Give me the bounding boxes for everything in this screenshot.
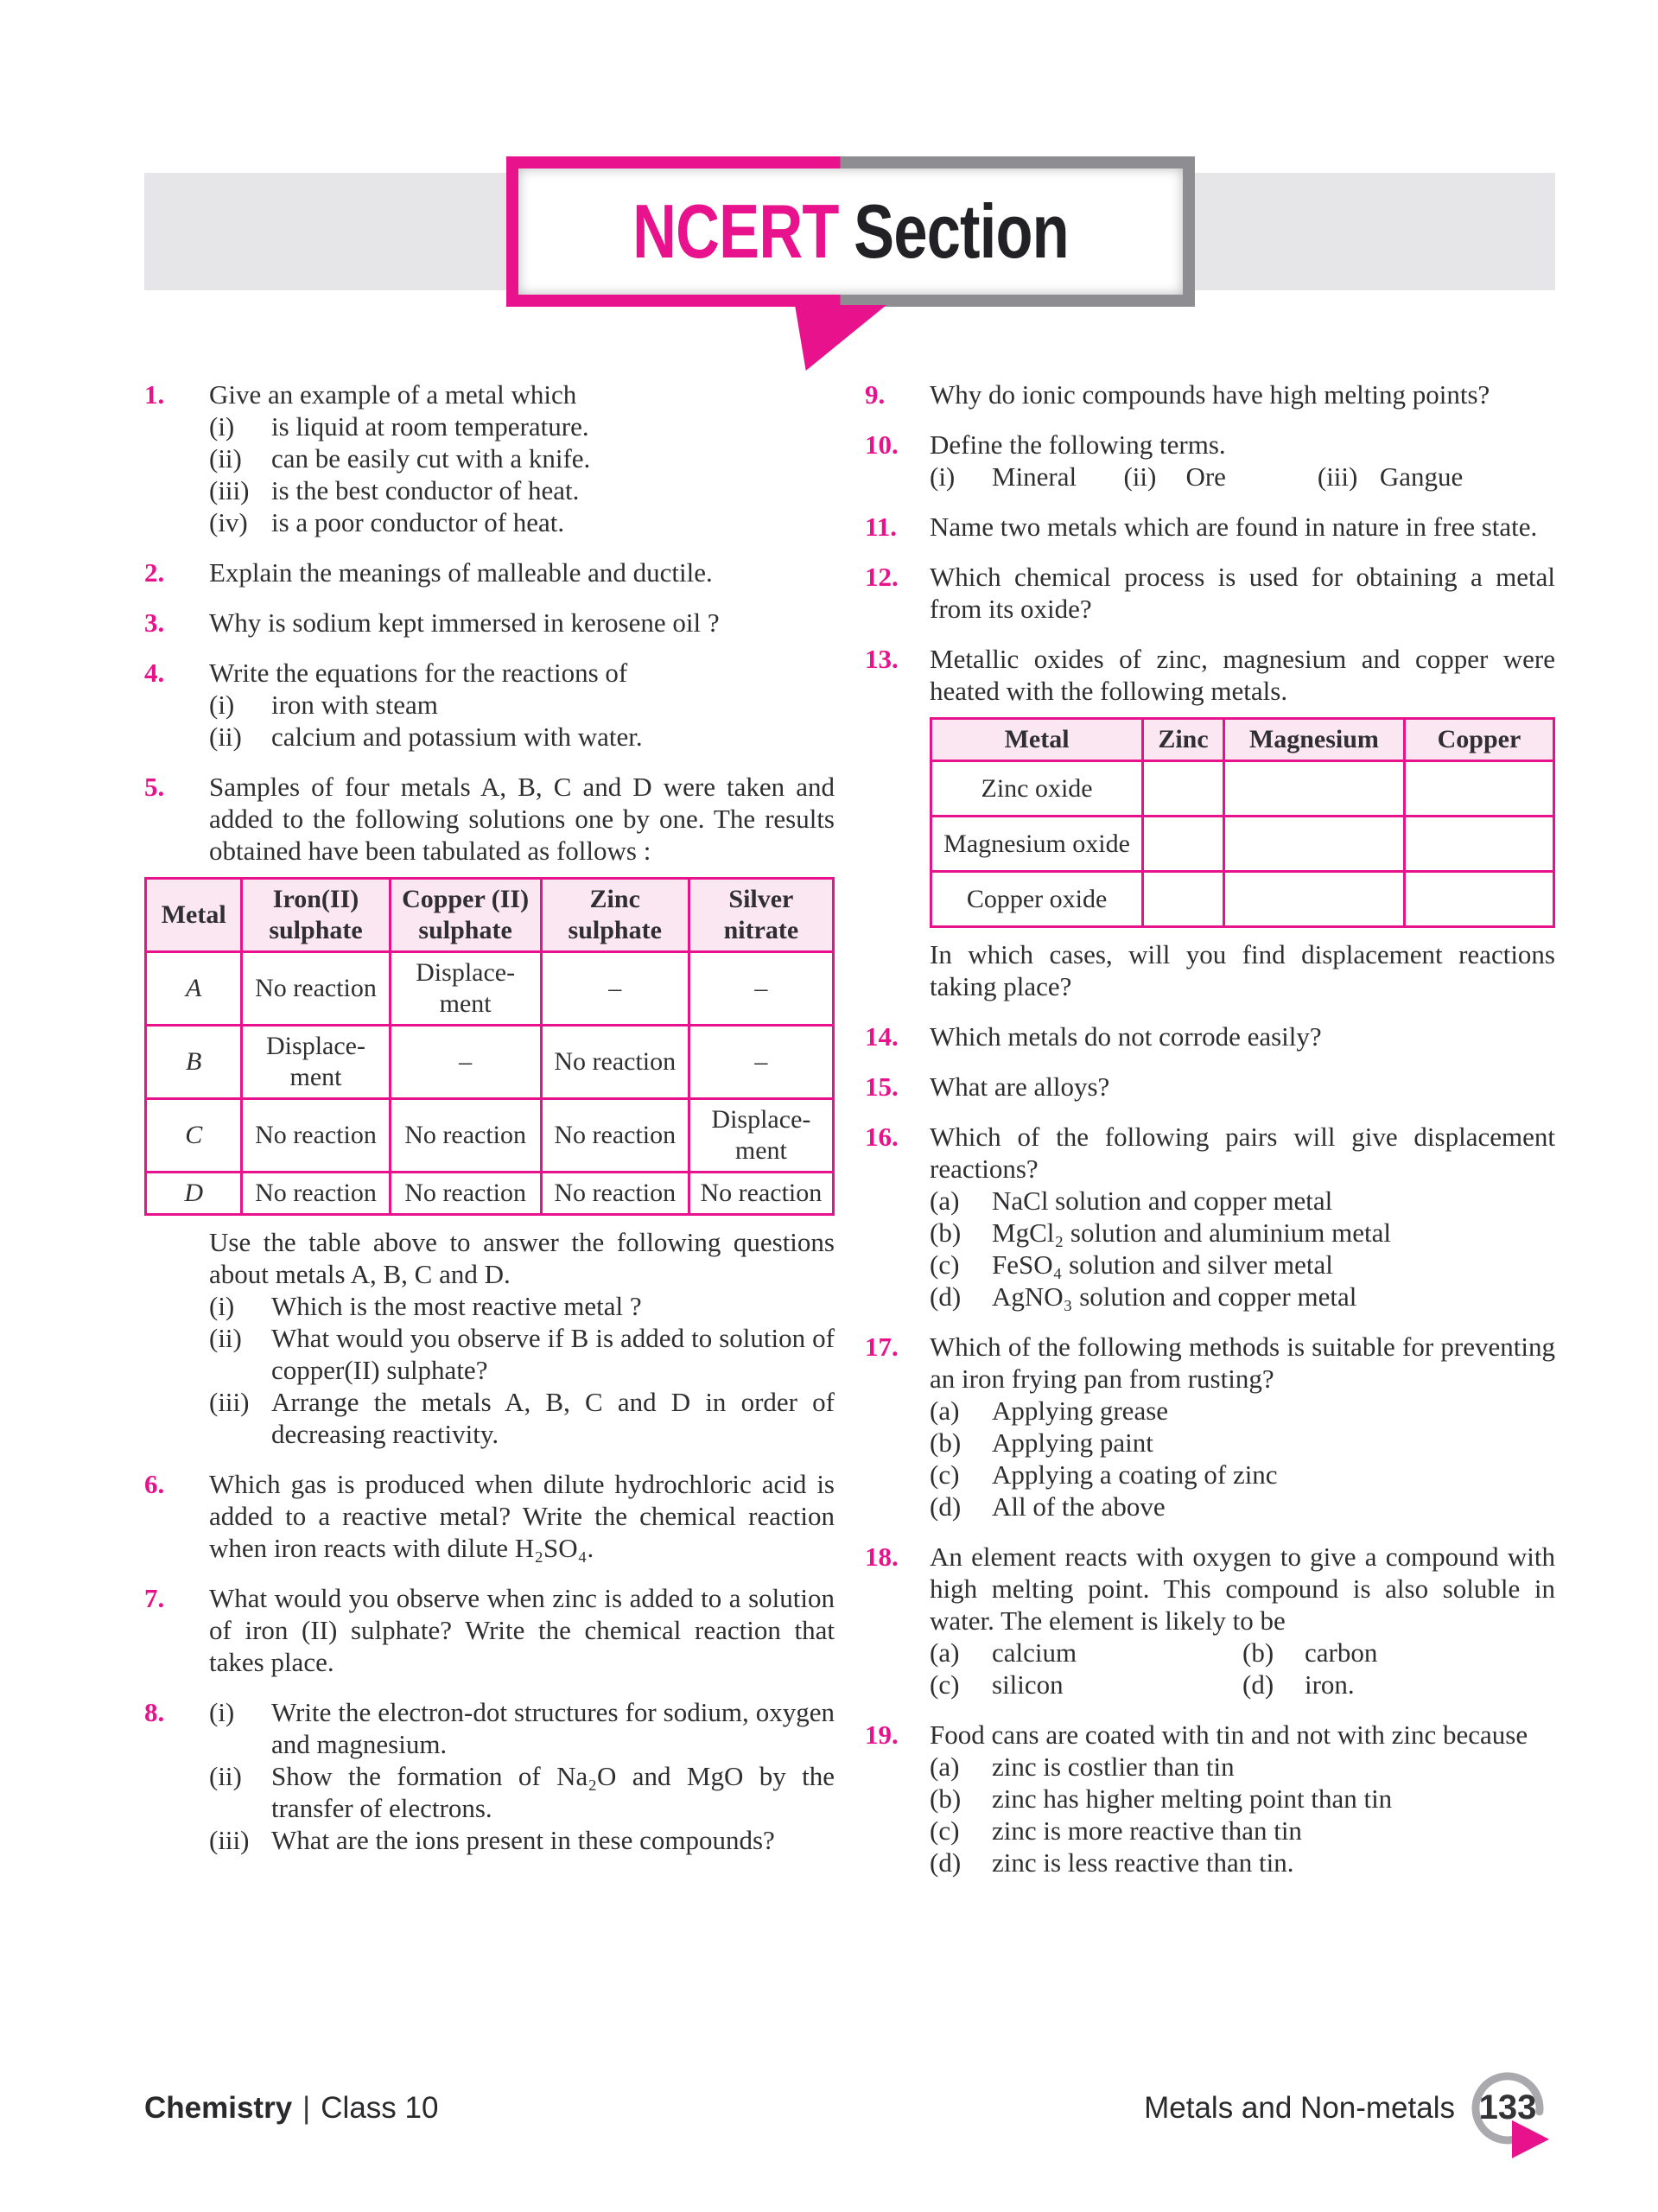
subitem-text: MgCl₂ solution and aluminium metal [992,1217,1392,1248]
table-cell: No reaction [390,1173,541,1215]
table-row-label: Zinc oxide [931,761,1143,817]
left-column [144,378,835,1897]
question-number: 3. [144,607,165,638]
subitem-text: Applying grease [992,1395,1169,1426]
question-subitem [930,1395,1555,1427]
question-text: Samples of four metals A, B, C and D were taken and added to the following solutions one by one. The results obtained have been tabulated as follows : [209,772,835,866]
question-body [930,1719,1555,1878]
subitem-label: (ii) [209,1761,242,1791]
question-text: Which chemical process is used for obtaining a metal from its oxide? [930,562,1555,624]
question-subitem [930,1847,1555,1878]
question-subitem [930,1783,1555,1815]
question-subitem [209,689,835,721]
question-body [930,429,1555,493]
table-row [146,952,834,1026]
table-row [146,1099,834,1173]
subitem-text: can be easily cut with a knife. [271,443,591,474]
question-14 [865,1020,1555,1052]
question-19 [865,1719,1555,1878]
option-text: Mineral [992,461,1077,492]
question-columns [144,378,1555,1897]
question-subitem [209,1696,835,1760]
subitem-text: zinc is costlier than tin [992,1751,1235,1782]
footer-book-info [144,2091,438,2126]
question-6 [144,1468,835,1564]
question-1 [144,378,835,538]
table-header-cell: Magnesium [1223,719,1404,761]
table-header-cell: Metal [146,879,242,952]
question-subitem [209,474,835,506]
metal-solutions-results-table [144,877,835,1216]
question-2 [144,556,835,588]
subitem-label: (a) [930,1395,960,1426]
page-number: 133 [1478,2088,1537,2126]
question-number: 15. [865,1071,899,1102]
option-text: iron. [1305,1669,1355,1700]
question-number: 12. [865,562,899,592]
question-subitem [930,1185,1555,1217]
subitem-text: Which is the most reactive metal ? [271,1291,642,1321]
table-row-label: A [146,952,242,1026]
option-label: (d) [1242,1669,1274,1700]
table-row-label: C [146,1099,242,1173]
subitem-label: (c) [930,1249,960,1280]
subitem-label: (i) [209,1291,235,1321]
question-body [930,1020,1555,1052]
table-cell [1143,872,1224,927]
question-body [930,1071,1555,1103]
option-text: Ore [1185,461,1226,492]
question-body [930,378,1555,410]
question-number: 4. [144,658,165,688]
subitem-label: (d) [930,1281,962,1312]
table-cell: – [689,1026,833,1099]
question-text: Define the following terms. [930,429,1226,460]
question-text: Which of the following methods is suitable for preventing an iron frying pan from rusting? [930,1332,1555,1394]
option-item [1318,461,1555,493]
subitem-label: (b) [930,1427,962,1458]
question-body [209,556,835,588]
question-13 [865,643,1555,1002]
banner-tail [795,305,886,371]
subitem-label: (ii) [209,443,242,474]
table-cell: No reaction [242,952,390,1026]
subitem-text: FeSO₄ solution and silver metal [992,1249,1333,1280]
subitem-text: is a poor conductor of heat. [271,507,565,537]
question-12 [865,561,1555,625]
table-cell [1404,817,1553,872]
question-number: 1. [144,379,165,410]
subitem-text: NaCl solution and copper metal [992,1185,1333,1216]
question-8 [144,1696,835,1856]
subitem-text: calcium and potassium with water. [271,721,643,752]
ncert-section-banner [506,156,1195,307]
page-footer [144,2088,1555,2126]
option-row [930,461,1555,493]
subitem-label: (i) [209,411,235,442]
subitem-label: (d) [930,1847,962,1878]
table-cell: No reaction [689,1173,833,1215]
question-text: Food cans are coated with tin and not with zinc because [930,1719,1528,1750]
question-text: An element reacts with oxygen to give a compound with high melting point. This compound is also soluble in water. The element is likely to be [930,1541,1555,1636]
question-body [930,1541,1555,1700]
subitem-label: (i) [209,1697,235,1727]
subitem-text: What are the ions present in these compounds? [271,1825,775,1855]
question-text: Name two metals which are found in nature in free state. [930,512,1538,542]
subitem-text: AgNO₃ solution and copper metal [992,1281,1357,1312]
table-row [146,1173,834,1215]
subitem-text: zinc has higher melting point than tin [992,1783,1393,1814]
subitem-text: zinc is more reactive than tin [992,1815,1302,1846]
option-text: calcium [992,1637,1077,1668]
question-subitem [209,442,835,474]
question-number: 5. [144,772,165,802]
table-row-label: D [146,1173,242,1215]
option-text: Gangue [1379,461,1464,492]
table-header-row [146,879,834,952]
question-body [209,1696,835,1856]
question-number: 17. [865,1332,899,1362]
question-subitem [209,1386,835,1450]
question-number: 11. [865,512,898,542]
option-text: carbon [1305,1637,1378,1668]
question-3 [144,607,835,639]
subitem-label: (i) [209,690,235,720]
table-body [931,761,1554,927]
question-subitem [930,1281,1555,1313]
table-row [146,1026,834,1099]
option-label: (iii) [1317,461,1358,492]
question-subitem [930,1217,1555,1249]
option-row [930,1637,1555,1669]
option-label: (i) [930,461,956,492]
question-subitem [930,1249,1555,1281]
question-9 [865,378,1555,410]
option-item [930,1637,1242,1669]
question-body [930,643,1555,1002]
question-subitem [209,1290,835,1322]
table-row [931,872,1554,927]
question-number: 16. [865,1122,899,1152]
subitem-text: zinc is less reactive than tin. [992,1847,1294,1878]
subitem-text: All of the above [992,1491,1166,1522]
subitem-label: (c) [930,1459,960,1490]
page-number-badge [1469,2067,1555,2164]
table-row [931,817,1554,872]
table-cell [1404,761,1553,817]
right-column [865,378,1555,1897]
subitem-label: (iii) [209,1387,250,1417]
question-subitem [209,1322,835,1386]
subitem-text: Applying a coating of zinc [992,1459,1278,1490]
table-cell [1223,872,1404,927]
question-body [209,378,835,538]
table-cell [1143,817,1224,872]
question-text: Use the table above to answer the following questions about metals A, B, C and D. [209,1227,835,1289]
table-cell [1404,872,1553,927]
question-number: 9. [865,379,886,410]
question-number: 2. [144,557,165,588]
question-number: 19. [865,1719,899,1750]
question-number: 10. [865,429,899,460]
option-label: (a) [930,1637,960,1668]
question-text: What would you observe when zinc is added to a solution of iron (II) sulphate? Write the chemical reaction that takes place. [209,1583,835,1677]
table-head [146,879,834,952]
option-item [1123,461,1317,493]
metal-oxides-table [930,717,1555,928]
subitem-label: (b) [930,1217,962,1248]
table-cell: Displace- ment [689,1099,833,1173]
metal-solutions-results-table [144,877,835,1216]
subitem-text: Show the formation of Na₂O and MgO by the transfer of electrons. [271,1761,835,1823]
table-header-row [931,719,1554,761]
question-body [209,1468,835,1564]
table-header-cell: Iron(II) sulphate [242,879,390,952]
question-body [209,1582,835,1678]
table-header-cell: Silver nitrate [689,879,833,952]
question-number: 6. [144,1469,165,1499]
subitem-label: (b) [930,1783,962,1814]
subitem-text: Write the electron-dot structures for sodium, oxygen and magnesium. [271,1697,835,1759]
subitem-label: (ii) [209,1323,242,1353]
metal-oxides-table [930,717,1555,928]
question-text: Why do ionic compounds have high melting points? [930,379,1490,410]
footer-subject: Chemistry [144,2091,293,2125]
subitem-text: iron with steam [271,690,438,720]
question-number: 13. [865,644,899,674]
table-header-cell: Zinc sulphate [541,879,689,952]
question-text: In which cases, will you find displacement reactions taking place? [930,939,1555,1001]
table-row-label: Copper oxide [931,872,1143,927]
question-text: Which of the following pairs will give displacement reactions? [930,1122,1555,1184]
question-text: Which metals do not corrode easily? [930,1021,1322,1052]
option-label: (c) [930,1669,960,1700]
option-label: (ii) [1123,461,1157,492]
question-number: 7. [144,1583,165,1613]
question-text: Give an example of a metal which [209,379,577,410]
table-head [931,719,1554,761]
table-cell: No reaction [242,1099,390,1173]
subitem-label: (iii) [209,1825,250,1855]
subitem-label: (a) [930,1185,960,1216]
question-11 [865,511,1555,543]
footer-chapter-title: Metals and Non-metals [1144,2091,1455,2125]
option-label: (b) [1242,1637,1274,1668]
table-cell: No reaction [242,1173,390,1215]
table-header-cell: Copper [1404,719,1553,761]
banner-title-rest: Section [854,188,1069,274]
footer-class: Class 10 [321,2091,439,2125]
table-header-cell: Zinc [1143,719,1224,761]
option-item [930,1669,1242,1700]
table-row [931,761,1554,817]
table-cell: – [390,1026,541,1099]
banner-inner-panel [518,168,1183,295]
subitem-label: (ii) [209,721,242,752]
footer-separator: | [302,2091,311,2125]
question-number: 18. [865,1541,899,1572]
subitem-text: Applying paint [992,1427,1153,1458]
footer-chapter-info [1144,2088,1555,2126]
option-item [1242,1637,1555,1669]
question-subitem [209,721,835,753]
question-15 [865,1071,1555,1103]
question-subitem [209,1760,835,1824]
subitem-text: is liquid at room temperature. [271,411,589,442]
question-10 [865,429,1555,493]
question-text: Which gas is produced when dilute hydrochloric acid is added to a reactive metal? Write the chemical reaction when iron reacts with dilute H₂SO₄. [209,1469,835,1563]
question-number: 14. [865,1021,899,1052]
question-text: Explain the meanings of malleable and ductile. [209,557,713,588]
banner-title-highlight: NCERT [632,188,839,274]
subitem-label: (a) [930,1751,960,1782]
option-item [1242,1669,1555,1700]
table-cell [1143,761,1224,817]
table-cell: No reaction [390,1099,541,1173]
table-cell: – [541,952,689,1026]
question-body [209,607,835,639]
question-16 [865,1121,1555,1313]
table-header-cell: Copper (II) sulphate [390,879,541,952]
question-body [930,561,1555,625]
table-cell: No reaction [541,1099,689,1173]
table-cell: No reaction [541,1173,689,1215]
question-7 [144,1582,835,1678]
table-row-label: B [146,1026,242,1099]
question-17 [865,1331,1555,1522]
table-header-cell: Metal [931,719,1143,761]
question-5 [144,771,835,1450]
question-subitem [209,410,835,442]
question-subitem [930,1491,1555,1522]
table-row-label: Magnesium oxide [931,817,1143,872]
table-cell [1223,817,1404,872]
question-subitem [930,1427,1555,1459]
question-subitem [930,1815,1555,1847]
question-18 [865,1541,1555,1700]
question-subitem [930,1751,1555,1783]
option-item [930,461,1123,493]
subitem-label: (c) [930,1815,960,1846]
subitem-text: is the best conductor of heat. [271,475,580,505]
table-cell: Displace- ment [242,1026,390,1099]
subitem-label: (d) [930,1491,962,1522]
table-cell: Displace- ment [390,952,541,1026]
question-body [930,1121,1555,1313]
question-body [930,511,1555,543]
question-number: 8. [144,1697,165,1727]
question-body [161,771,835,1450]
table-body [146,952,834,1215]
question-subitem [209,1824,835,1856]
question-subitem [209,506,835,538]
question-subitem [930,1459,1555,1491]
option-row [930,1669,1555,1700]
subitem-label: (iv) [209,507,248,537]
table-cell: – [689,952,833,1026]
question-text: Why is sodium kept immersed in kerosene oil ? [209,607,720,638]
table-cell: No reaction [541,1026,689,1099]
question-4 [144,657,835,753]
question-text: What are alloys? [930,1071,1110,1102]
question-body [209,657,835,753]
question-text: Metallic oxides of zinc, magnesium and copper were heated with the following metals. [930,644,1555,706]
subitem-text: Arrange the metals A, B, C and D in order of decreasing reactivity. [271,1387,835,1449]
subitem-text: What would you observe if B is added to solution of copper(II) sulphate? [271,1323,835,1385]
subitem-label: (iii) [209,475,250,505]
question-text: Write the equations for the reactions of [209,658,628,688]
question-body [930,1331,1555,1522]
table-cell [1223,761,1404,817]
option-text: silicon [992,1669,1064,1700]
banner-title [632,188,1069,276]
